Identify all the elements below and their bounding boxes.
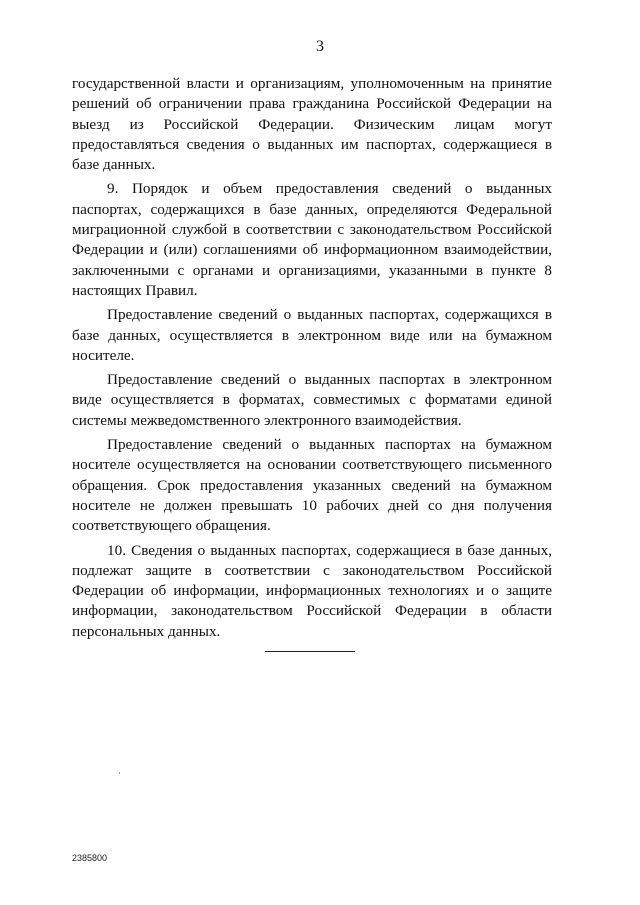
document-body — [72, 74, 552, 646]
page-number: 3 — [316, 38, 324, 55]
end-of-text-divider — [265, 651, 355, 652]
paragraph-item-9: 9. Порядок и объем предоставления сведений о выданных паспортах, содержащихся в базе данных, определяются Федеральной миграционной службой в соответствии с законодательством Российской Федерации и (или) соглашениями об информационном взаимодействии, заключенными с органами и организациями, указанными в пункте 8 настоящих Правил. — [72, 180, 552, 299]
scan-speck — [119, 772, 120, 774]
paragraph-item-10: 10. Сведения о выданных паспортах, содержащиеся в базе данных, подлежат защите в соответствии с законодательством Российской Федерации об информации, информационных технологиях и о защите информации, законодательством Российской Федерации в области персональных данных. — [72, 541, 552, 640]
paragraph-electronic-format: Предоставление сведений о выданных паспортах в электронном виде осуществляется в форматах, совместимых с форматами единой системы межведомственного электронного взаимодействия. — [72, 371, 552, 429]
paragraph-continuation: государственной власти и организациям, уполномоченным на принятие решений об ограничении права гражданина Российской Федерации на выезд из Российской Федерации. Физическим лицам могут предоставляться сведения о выданных им паспортах, содержащиеся в базе данных. — [72, 75, 552, 174]
document-code: 2385800 — [72, 853, 108, 863]
paragraph-paper-format: Предоставление сведений о выданных паспортах на бумажном носителе осуществляется на основании соответствующего письменного обращения. Срок предоставления указанных сведений на бумажном носителе не должен превышать 10 рабочих дней со дня получения соответствующего обращения. — [72, 436, 552, 535]
paragraph-delivery-form: Предоставление сведений о выданных паспортах, содержащихся в базе данных, осуществляется в электронном виде или на бумажном носителе. — [72, 306, 552, 364]
